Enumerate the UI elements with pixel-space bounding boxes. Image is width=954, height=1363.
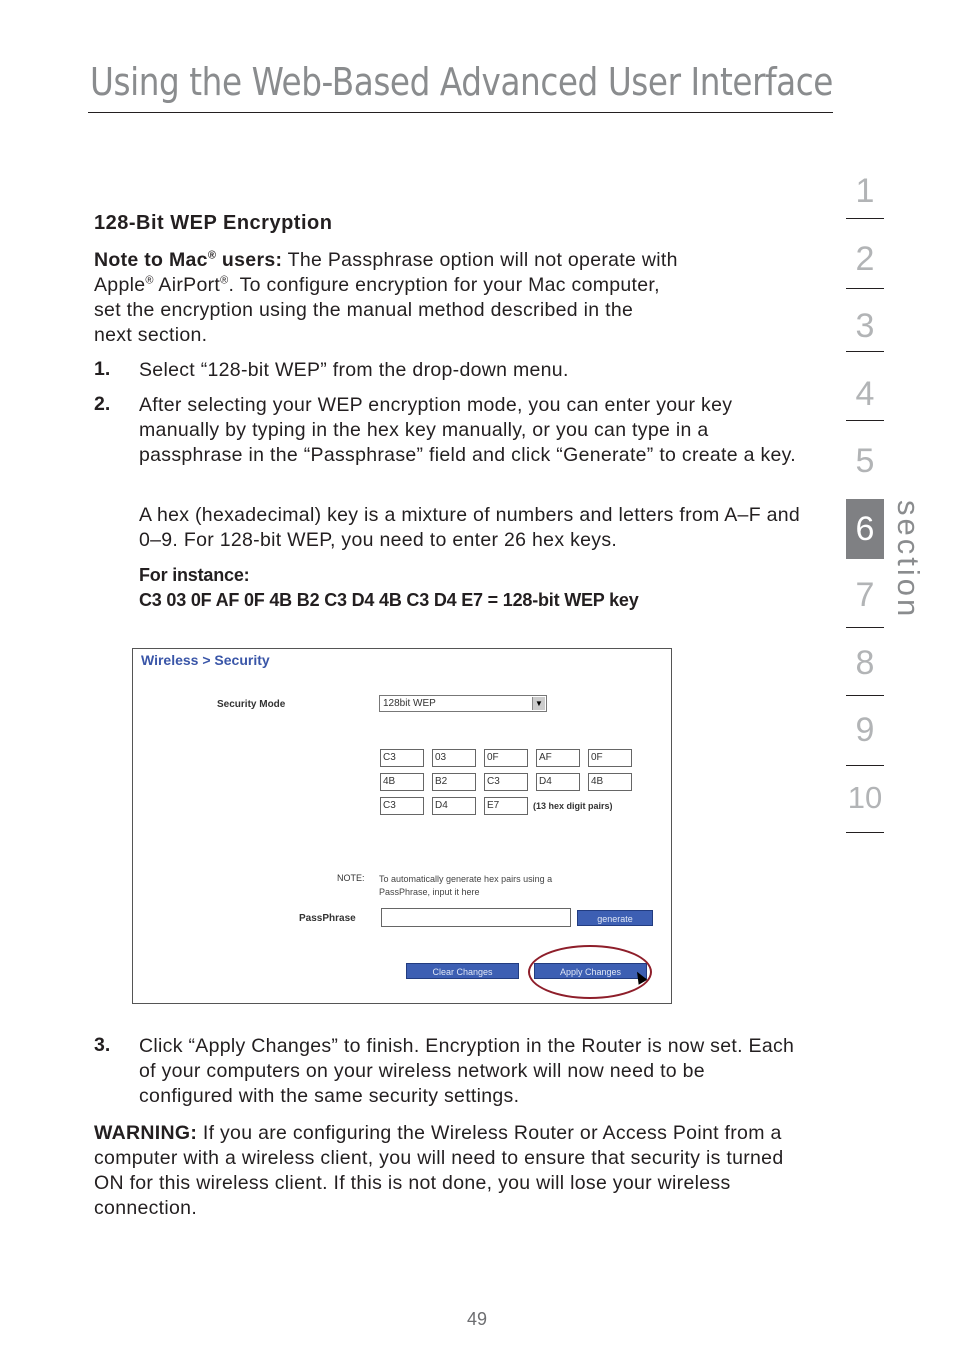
section-tab-5[interactable]: 5 <box>855 442 875 480</box>
section-tab-2[interactable]: 2 <box>855 240 875 278</box>
section-divider <box>846 218 884 219</box>
hex-hint: (13 hex digit pairs) <box>533 801 613 811</box>
header-rule <box>88 112 833 113</box>
security-mode-label: Security Mode <box>217 699 286 710</box>
instance-example: C3 03 0F AF 0F 4B B2 C3 D4 4B C3 D4 E7 = 128-bit WEP key <box>139 590 639 610</box>
page-header-title: Using the Web-Based Advanced User Interface <box>90 60 833 104</box>
mac-note-apple: Apple <box>94 274 146 296</box>
section-tab-6-active[interactable]: 6 <box>846 499 884 559</box>
note-text: To automatically generate hex pairs using a PassPhrase, input it here <box>379 874 553 897</box>
hex-key-field-2[interactable]: 03 <box>432 749 476 767</box>
section-tab-10[interactable]: 10 <box>847 780 883 815</box>
hex-key-field-5[interactable]: 0F <box>588 749 632 767</box>
note-label: NOTE: <box>337 873 365 883</box>
passphrase-input[interactable] <box>381 908 571 927</box>
hex-key-field-6[interactable]: 4B <box>380 773 424 791</box>
step-2-number: 2. <box>94 393 111 415</box>
clear-changes-button[interactable]: Clear Changes <box>406 963 519 979</box>
section-divider <box>846 832 884 833</box>
hex-key-field-8[interactable]: C3 <box>484 773 528 791</box>
generate-button[interactable]: generate <box>577 910 653 926</box>
section-tab-9[interactable]: 9 <box>855 711 875 749</box>
mac-note-airport: AirPort <box>153 274 221 296</box>
section-divider <box>846 288 884 289</box>
hex-key-field-13[interactable]: E7 <box>484 797 528 815</box>
section-divider <box>846 627 884 628</box>
mac-note-line2: . To configure encryption for your Mac computer, <box>228 274 660 296</box>
hex-key-field-7[interactable]: B2 <box>432 773 476 791</box>
hex-key-field-4[interactable]: AF <box>536 749 580 767</box>
warning-text: If you are configuring the Wireless Router or Access Point from a computer with a wireless client, you will need to ensure that security is turned ON for this wireless client. If this is not done, you will lose your wireless connection. <box>94 1122 784 1219</box>
hex-key-field-11[interactable]: C3 <box>380 797 424 815</box>
section-tab-3[interactable]: 3 <box>855 307 875 345</box>
hex-explanation: A hex (hexadecimal) key is a mixture of numbers and letters from A–F and 0–9. For 128-bit WEP, you need to enter 26 hex keys. <box>139 504 801 551</box>
section-heading: 128-Bit WEP Encryption <box>94 212 333 234</box>
section-tab-1[interactable]: 1 <box>855 172 875 210</box>
hex-key-field-1[interactable]: C3 <box>380 749 424 767</box>
figure-breadcrumb: Wireless > Security <box>141 652 270 668</box>
step-1-number: 1. <box>94 358 111 380</box>
section-tab-7[interactable]: 7 <box>855 576 875 614</box>
section-divider <box>846 765 884 766</box>
mac-note-label: Note to Mac® users: <box>94 249 283 271</box>
mac-note-line1: The Passphrase option will not operate with <box>282 249 678 271</box>
mac-note: Note to Mac® users: The Passphrase option will not operate with Apple® AirPort®. To configure encryption for your Mac computer, set the encryption using the manual method described in the next section. <box>94 249 678 346</box>
dropdown-arrow-icon[interactable]: ▼ <box>532 697 545 710</box>
hex-key-field-10[interactable]: 4B <box>588 773 632 791</box>
section-divider <box>846 695 884 696</box>
hex-key-field-12[interactable]: D4 <box>432 797 476 815</box>
hex-key-field-3[interactable]: 0F <box>484 749 528 767</box>
section-tab-8[interactable]: 8 <box>855 644 875 682</box>
mac-note-line3: set the encryption using the manual method described in the <box>94 299 634 321</box>
mac-note-line4: next section. <box>94 324 208 346</box>
warning-label: WARNING: <box>94 1122 198 1144</box>
security-mode-select[interactable] <box>379 695 547 712</box>
section-divider <box>846 420 884 421</box>
step-3-number: 3. <box>94 1034 111 1056</box>
warning-paragraph <box>94 1121 799 1221</box>
step-3-text: Click “Apply Changes” to finish. Encryption in the Router is now set. Each of your computers on your wireless network will now need to be configured with the same security settings. <box>139 1035 795 1107</box>
security-screenshot <box>132 648 672 1004</box>
section-divider <box>846 351 884 352</box>
passphrase-label: PassPhrase <box>299 913 356 924</box>
apply-changes-button[interactable]: Apply Changes <box>534 963 647 979</box>
page-number: 49 <box>466 1309 488 1329</box>
hex-key-field-9[interactable]: D4 <box>536 773 580 791</box>
step-1-text: Select “128-bit WEP” from the drop-down menu. <box>139 359 569 381</box>
highlight-circle <box>528 945 652 999</box>
instance-label: For instance: <box>139 565 250 585</box>
security-mode-value: 128bit WEP <box>383 698 436 709</box>
section-tab-4[interactable]: 4 <box>855 375 875 413</box>
section-side-label: section <box>891 500 926 620</box>
step-2-text: After selecting your WEP encryption mode, you can enter your key manually by typing in the hex key manually, or you can type in a passphrase in the “Passphrase” field and click “Generate” to create a key. <box>139 394 796 466</box>
